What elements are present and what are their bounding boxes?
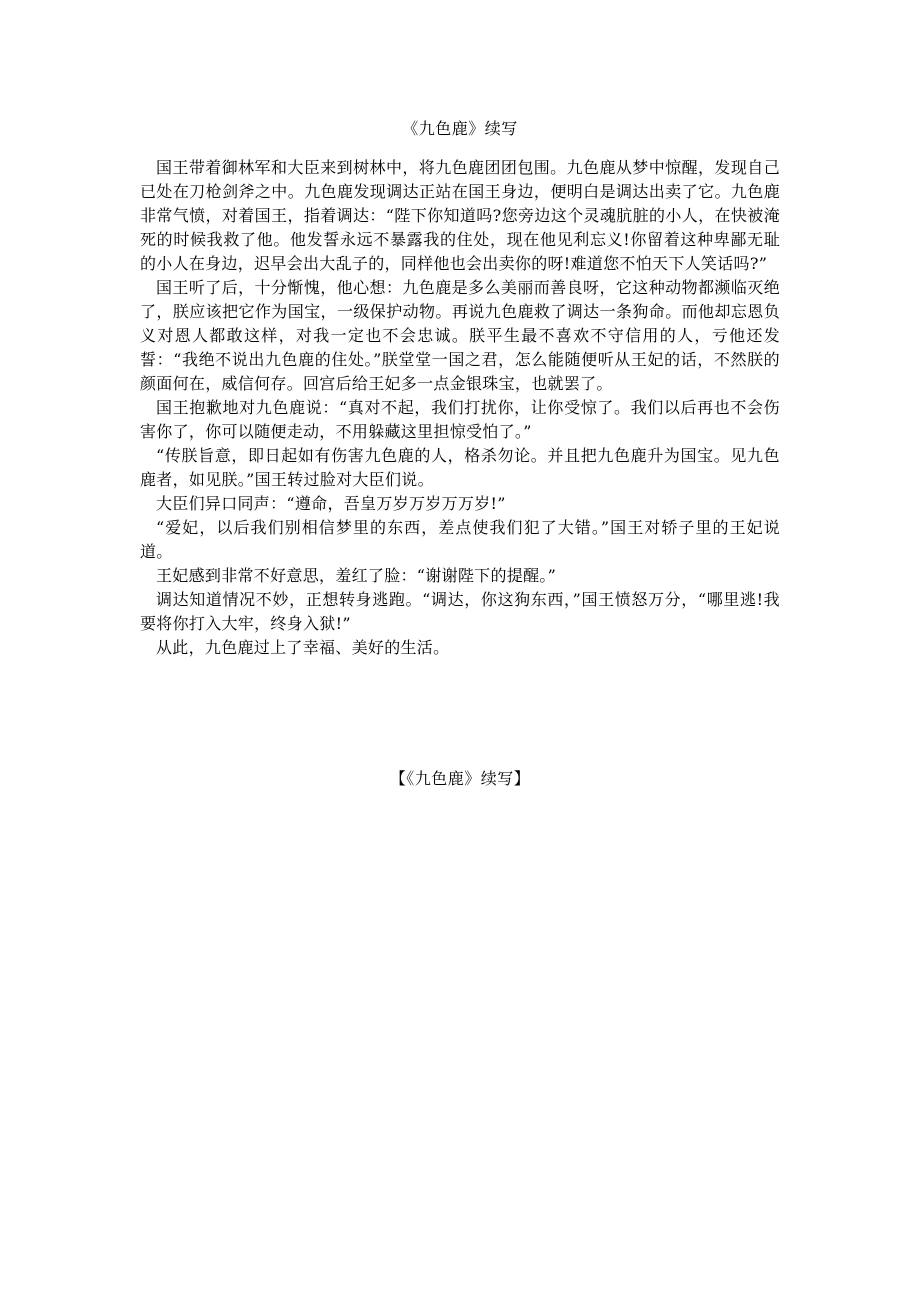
paragraph-8: 调达知道情况不妙，正想转身逃跑。“调达，你这狗东西，”国王愤怒万分，“哪里逃!我要将你打入大牢，终身入狱!” [140,590,780,633]
paragraph-2: 国王听了后，十分惭愧，他心想：九色鹿是多么美丽而善良呀，它这种动物都濒临灭绝了，朕应该把它作为国宝，一级保护动物。再说九色鹿救了调达一条狗命。而他却忘恩负义对恩人都敢这样，对我一定也不会忠诚。朕平生最不喜欢不守信用的人，亏他还发誓：“我绝不说出九色鹿的住处。”朕堂堂一国之君，怎么能随便听从王妃的话，不然朕的颜面何在，威信何存。回宫后给王妃多一点金银珠宝，也就罢了。 [140,278,780,393]
paragraph-3: 国王抱歉地对九色鹿说：“真对不起，我们打扰你，让你受惊了。我们以后再也不会伤害你了，你可以随便走动，不用躲藏这里担惊受怕了。” [140,398,780,441]
story-body [140,156,780,660]
paragraph-7: 王妃感到非常不好意思，羞红了脸：“谢谢陛下的提醒。” [156,566,557,585]
paragraph-5: 大臣们异口同声：“遵命，吾皇万岁万岁万万岁!” [156,494,506,513]
paragraph-9: 从此，九色鹿过上了幸福、美好的生活。 [156,638,450,657]
paragraph-6: “爱妃，以后我们别相信梦里的东西，差点使我们犯了大错。”国王对轿子里的王妃说道。 [140,518,780,561]
paragraph-1: 国王带着御林军和大臣来到树林中，将九色鹿团团包围。九色鹿从梦中惊醒，发现自己已处在刀枪剑斧之中。九色鹿发现调达正站在国王身边，便明白是调达出卖了它。九色鹿非常气愤，对着国王，指着调达：“陛下你知道吗?您旁边这个灵魂肮脏的小人，在快被淹死的时候我救了他。他发誓永远不暴露我的住处，现在他见利忘义!你留着这种卑鄙无耻的小人在身边，迟早会出大乱子的，同样他也会出卖你的呀!难道您不怕天下人笑话吗?” [140,158,780,273]
document-title: 《九色鹿》续写 [402,119,518,138]
paragraph-4: “传朕旨意，即日起如有伤害九色鹿的人，格杀勿论。并且把九色鹿升为国宝。见九色鹿者，如见朕。”国王转过脸对大臣们说。 [140,446,780,489]
footer-title: 【《九色鹿》续写】 [389,769,531,788]
